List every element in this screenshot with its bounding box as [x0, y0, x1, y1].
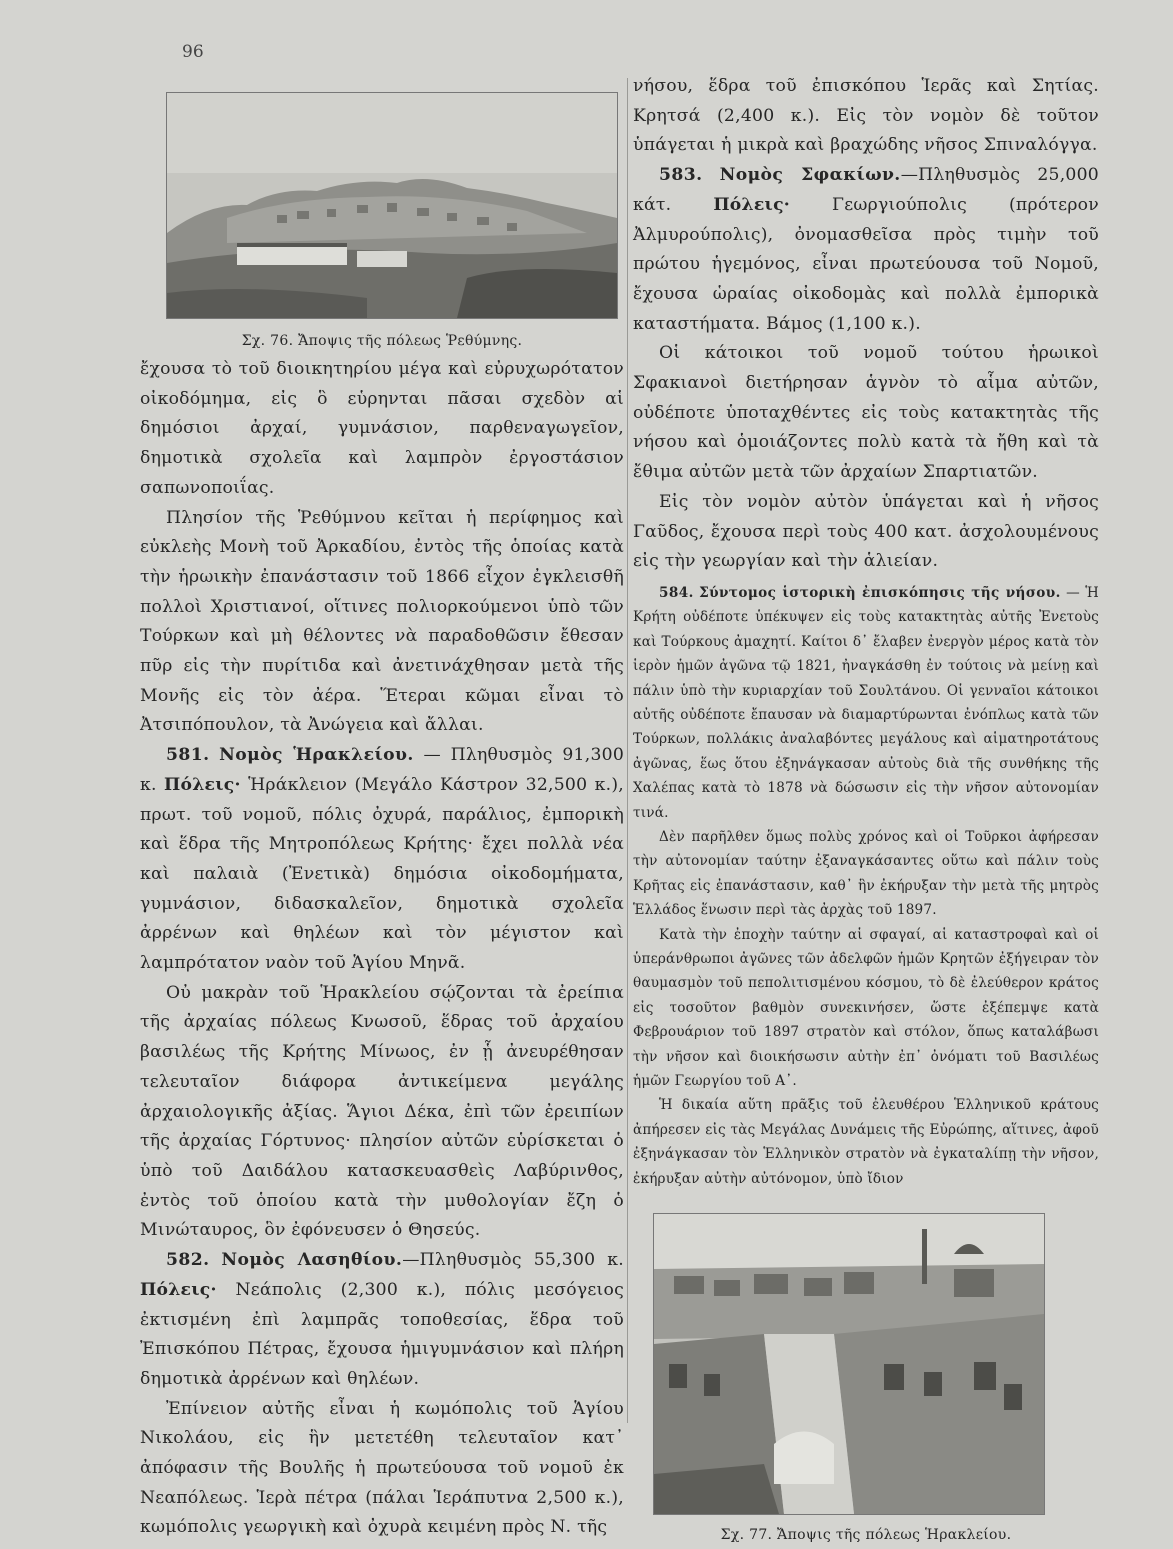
figure-76	[140, 92, 624, 349]
figure-76-caption: Σχ. 76. Ἄποψις τῆς πόλεως Ῥεθύμνης.	[241, 333, 523, 349]
figure-77	[633, 1213, 1099, 1543]
section-583	[633, 161, 1099, 339]
right-column	[633, 72, 1099, 1549]
section-584-title: Σύντομος ἱστορικὴ ἐπισκόπησις τῆς νήσου.	[699, 584, 1061, 601]
section-583-number: 583.	[659, 165, 703, 186]
section-581-title: Νομὸς Ἡρακλείου.	[219, 745, 414, 766]
section-581-number: 581.	[166, 745, 210, 766]
paragraph: Πλησίον τῆς Ῥεθύμνου κεῖται ἡ περίφημος καὶ εὐκλεὴς Μονὴ τοῦ Ἀρκαδίου, ἐντὸς τῆς ὁποίας κατὰ τὴν ἡρωικὴν ἐπανάστασιν τοῦ 1866 εἶχον ἐγκλεισθῆ πολλοὶ Χριστιανοί, οἵτινες πολιορκούμενοι ὑπὸ τῶν Τούρκων καὶ μὴ θέλοντες νὰ παραδοθῶσιν ἔθεσαν πῦρ εἰς τὴν πυρίτιδα καὶ ἀνετινάχθησαν μετὰ τῆς Μονῆς εἰς τὸν ἀέρα. Ἕτεραι κῶμαι εἶναι τὸ Ἀτσιπόπουλον, τὰ Ἀνώγεια καὶ ἄλλαι.	[140, 507, 624, 736]
section-581-text: Ἡράκλειον (Μεγάλο Κάστρον 32,500 κ.), πρωτ. τοῦ νομοῦ, πόλις ὀχυρά, παράλιος, ἐμπορικὴ καὶ ἕδρα τῆς Μητροπόλεως Κρήτης· ἔχει πολλὰ νέα καὶ παλαιὰ (Ἐνετικὰ) δημόσια οἰκοδομήματα, γυμνάσιον, διδασκαλεῖον, δημοτικὰ σχολεῖα ἀρρένων καὶ θηλέων καὶ τὸν μέγιστον καὶ λαμπρότατον ναὸν τοῦ Ἁγίου Μηνᾶ.	[140, 774, 624, 974]
paragraph: Ἐπίνειον αὐτῆς εἶναι ἡ κωμόπολις τοῦ Ἁγίου Νικολάου, εἰς ἣν μετετέθη τελευταῖον κατ᾽ ἀπόφασιν τῆς Βουλῆς ἡ πρωτεύουσα τοῦ νομοῦ ἐκ Νεαπόλεως. Ἱερὰ πέτρα (πάλαι Ἱεράπυτνα 2,500 κ.), κωμόπολις γεωργικὴ καὶ ὀχυρὰ κειμένη πρὸς Ν. τῆς	[140, 1398, 624, 1538]
section-582-label: Πόλεις·	[140, 1279, 217, 1300]
paragraph: Κατὰ τὴν ἐποχὴν ταύτην αἱ σφαγαί, αἱ καταστροφαὶ καὶ οἱ ὑπεράνθρωποι ἀγῶνες τῶν ἀδελφῶν ἡμῶν Κρητῶν ἐξήγειραν τὸν θαυμασμὸν τοῦ πεπολιτισμένου κόσμου, τὸ δὲ ἐλεύθερον κράτος εἰς τοσοῦτον βαθμὸν συνεκινήσεν, ὥστε ἐξέπεμψε κατὰ Φεβρουάριον τοῦ 1897 στρατὸν καὶ στόλον, ὅπως καταλάβωσι τὴν νῆσον καὶ διοικήσωσιν αὐτὴν ἐπ᾽ ὀνόματι τοῦ Βασιλέως ἡμῶν Γεωργίου τοῦ Α᾽.	[633, 926, 1099, 1090]
section-582-lead: —Πληθυσμὸς 55,300 κ.	[402, 1250, 624, 1271]
section-584	[633, 581, 1099, 825]
section-581-label: Πόλεις·	[164, 774, 241, 795]
paragraph: Οἱ κάτοικοι τοῦ νομοῦ τούτου ἡρωικοὶ Σφακιανοὶ διετήρησαν ἁγνὸν τὸ αἷμα αὐτῶν, οὐδέποτε ὑποταχθέντες εἰς τοὺς κατακτητὰς τῆς νήσου καὶ ὁμοιάζοντες πολὺ κατὰ τὰ ἤθη καὶ τὰ ἔθιμα αὐτῶν μετὰ τῶν ἀρχαίων Σπαρτιατῶν.	[633, 343, 1099, 483]
rethymno-photo-drawing	[167, 93, 617, 318]
figure-77-caption: Σχ. 77. Ἄποψις τῆς πόλεως Ἡρακλείου.	[720, 1527, 1012, 1544]
section-583-lead: —Πληθυσμὸς 25,000 κάτ.	[633, 165, 1099, 215]
paragraph: Ἡ δικαία αὕτη πρᾶξις τοῦ ἐλευθέρου Ἑλληνικοῦ κράτους ἀπήρεσεν εἰς τὰς Μεγάλας Δυνάμεις τῆς Εὐρώπης, αἵτινες, ἀφοῦ ἐξηνάγκασαν τὸν Ἑλληνικὸν στρατὸν νὰ ἐγκαταλίπῃ τὴν νῆσον, ἐκήρυξαν αὐτὴν αὐτόνομον, ὑπὸ ἴδιον	[633, 1097, 1099, 1187]
paragraph: Δὲν παρῆλθεν ὅμως πολὺς χρόνος καὶ οἱ Τοῦρκοι ἀφήρεσαν τὴν αὐτονομίαν ταύτην ἐξαναγκάσαντες οὕτω καὶ πάλιν τοὺς Κρῆτας εἰς ἐπανάστασιν, καθ᾽ ἣν ἐκήρυξαν τὴν μετὰ τῆς μητρὸς Ἑλλάδος ἕνωσιν περὶ τὰς ἀρχὰς τοῦ 1897.	[633, 829, 1099, 919]
rethymno-town-photo-icon	[166, 92, 618, 319]
paragraph: νήσου, ἕδρα τοῦ ἐπισκόπου Ἱερᾶς καὶ Σητίας. Κρητσά (2,400 κ.). Εἰς τὸν νομὸν δὲ τοῦτον ὑπάγεται ἡ μικρὰ καὶ βραχώδης νῆσος Σπιναλόγγα.	[633, 76, 1099, 156]
paragraph: Οὐ μακρὰν τοῦ Ἡρακλείου σῴζονται τὰ ἐρείπια τῆς ἀρχαίας πόλεως Κνωσοῦ, ἕδρας τοῦ ἀρχαίου βασιλέως τῆς Κρήτης Μίνωος, ἐν ᾗ ἀνευρέθησαν τελευταῖον διάφορα ἀντικείμενα μεγάλης ἀρχαιολογικῆς ἀξίας. Ἅγιοι Δέκα, ἐπὶ τῶν ἐρειπίων τῆς ἀρχαίας Γόρτυνος· πλησίον αὐτῶν εὑρίσκεται ὁ ὑπὸ τοῦ Δαιδάλου κατασκευασθεὶς Λαβύρινθος, ἐντὸς τοῦ ὁποίου κατὰ τὴν μυθολογίαν ἔζη ὁ Μινώταυρος, ὃν ἐφόνευσεν ὁ Θησεύς.	[140, 982, 624, 1241]
column-divider	[627, 78, 628, 1423]
section-583-label: Πόλεις·	[713, 194, 791, 215]
section-581-lead: — Πληθυσμὸς 91,300 κ.	[140, 745, 625, 795]
heraklion-photo-drawing	[654, 1214, 1044, 1514]
section-583-title: Νομὸς Σφακίων.	[719, 165, 901, 186]
heraklion-town-photo-icon	[653, 1213, 1045, 1515]
section-584-text: — Ἡ Κρήτη οὐδέποτε ὑπέκυψεν εἰς τοὺς κατακτητὰς αὐτῆς Ἐνετοὺς καὶ Τούρκους ἀμαχητί. Καίτοι δ᾽ ἔλαβεν ἐνεργὸν μέρος κατὰ τὸν ἱερὸν ἡμῶν ἀγῶνα τῷ 1821, ἠναγκάσθη ἐν τούτοις νὰ μείνῃ καὶ πάλιν ὑπὸ τὴν κυριαρχίαν τοῦ Σουλτάνου. Οἱ γενναῖοι κάτοικοι αὐτῆς οὐδέποτε ἔπαυσαν νὰ διαμαρτύρωνται ἐνόπλως κατὰ τῶν Τούρκων, πολλάκις ἀναλαβόντες μεγάλους καὶ αἱματηροτάτους ἀγῶνας, ἕως ὅτου ἐξηνάγκασαν αὐτοὺς διὰ τῆς συνθήκης τῆς Χαλέπας κατὰ τὸ 1878 νὰ δώσωσιν εἰς τὴν νῆσον αὐτονομίαν τινά.	[633, 584, 1099, 821]
left-column	[140, 78, 624, 1543]
paragraph: ἔχουσα τὸ τοῦ διοικητηρίου μέγα καὶ εὐρυχωρότατον οἰκοδόμημα, εἰς ὃ εὑρηνται πᾶσαι σχεδὸν αἱ δημόσιοι ἀρχαί, γυμνάσιον, παρθεναγωγεῖον, δημοτικὰ σχολεῖα καὶ λαμπρὸν ἐργοστάσιον σαπωνοποιΐας.	[140, 359, 624, 498]
section-582-text: Νεάπολις (2,300 κ.), πόλις μεσόγειος ἐκτισμένη ἐπὶ λαμπρᾶς τοποθεσίας, ἕδρα τοῦ Ἐπισκόπου Πέτρας, ἔχουσα ἡμιγυμνάσιον καὶ πλήρη δημοτικὰ ἀρρένων καὶ θηλέων.	[140, 1279, 624, 1389]
paragraph: Εἰς τὸν νομὸν αὐτὸν ὑπάγεται καὶ ἡ νῆσος Γαῦδος, ἔχουσα περὶ τοὺς 400 κατ. ἀσχολουμένους εἰς τὴν γεωργίαν καὶ τὴν ἁλιείαν.	[633, 491, 1099, 572]
page-number: 96	[182, 42, 204, 62]
section-584-number: 584.	[659, 584, 694, 601]
section-582	[140, 1246, 624, 1395]
section-582-number: 582.	[166, 1250, 210, 1271]
section-581	[140, 741, 624, 979]
section-582-title: Νομὸς Λασηθίου.	[221, 1250, 403, 1271]
section-583-text: Γεωργιούπολις (πρότερον Ἀλμυρούπολις), ὀνομασθεῖσα πρὸς τιμὴν τοῦ πρώτου ἡγεμόνος, εἶναι πρωτεύουσα τοῦ Νομοῦ, ἔχουσα ὡραίας οἰκοδομὰς καὶ πολλὰ ἐμπορικὰ καταστήματα. Βάμος (1,100 κ.).	[633, 194, 1099, 334]
